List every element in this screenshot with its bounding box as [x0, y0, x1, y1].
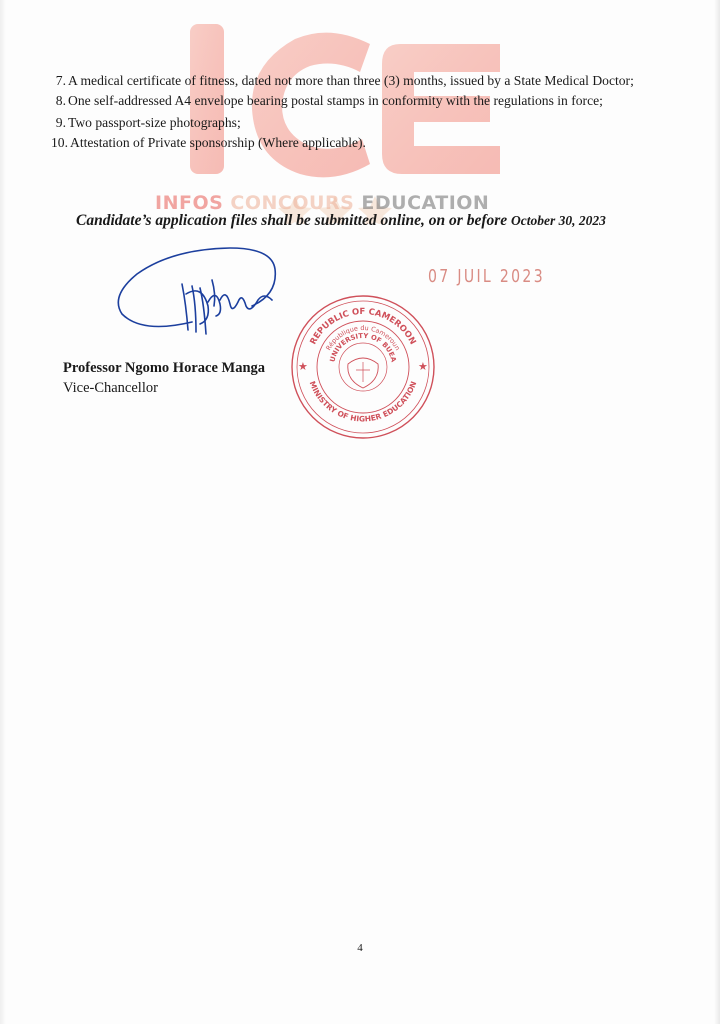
date-stamp: 07 JUIL 2023	[428, 266, 545, 287]
signatory-title: Vice-Chancellor	[63, 380, 158, 396]
watermark-word-1: INFOS	[155, 192, 224, 214]
list-item-number: 9.	[55, 115, 66, 130]
signatory-block	[63, 358, 265, 398]
list-item-number: 8.	[55, 93, 66, 108]
handwritten-signature	[112, 244, 292, 354]
watermark-word-2: CONCOURS	[230, 192, 355, 214]
list-item-text: A medical certificate of fitness, dated not more than three (3) months, issued by a State Medical Doctor;	[68, 73, 634, 88]
list-item-number: 10.	[51, 135, 68, 150]
list-item	[48, 134, 648, 152]
list-item-text: Two passport-size photographs;	[68, 115, 241, 130]
list-item-text: Attestation of Private sponsorship (Where applicable).	[70, 135, 366, 150]
seal-star-right: ★	[418, 360, 428, 373]
page-edge-right	[714, 0, 720, 1024]
submission-deadline	[76, 212, 676, 230]
list-item	[48, 72, 648, 90]
official-seal	[288, 292, 438, 442]
seal-outer-top-text: REPUBLIC OF CAMEROON	[308, 306, 418, 347]
watermark-word-3: EDUCATION	[361, 192, 490, 214]
watermark-text	[155, 192, 489, 214]
seal-ministry-text: MINISTRY OF HIGHER EDUCATION	[307, 379, 419, 424]
requirements-list	[48, 72, 648, 154]
signatory-name: Professor Ngomo Horace Manga	[63, 360, 266, 376]
list-item-number: 7.	[55, 73, 66, 88]
seal-university-text: UNIVERSITY OF BUEA	[328, 331, 398, 363]
deadline-text: Candidate’s application files shall be submitted online, on or before	[76, 212, 508, 229]
list-item-text: One self-addressed A4 envelope bearing postal stamps in conformity with the regulations in force;	[68, 93, 603, 108]
seal-star-left: ★	[298, 360, 308, 373]
page-edge-left	[0, 0, 6, 1024]
seal-inner-top-text: République du Cameroun	[324, 323, 402, 352]
svg-text:MINISTRY OF HIGHER EDUCATION	[308, 380, 419, 424]
page-number: 4	[357, 942, 363, 954]
list-item	[48, 114, 648, 132]
list-item	[48, 92, 648, 110]
deadline-date: October 30, 2023	[511, 213, 606, 228]
